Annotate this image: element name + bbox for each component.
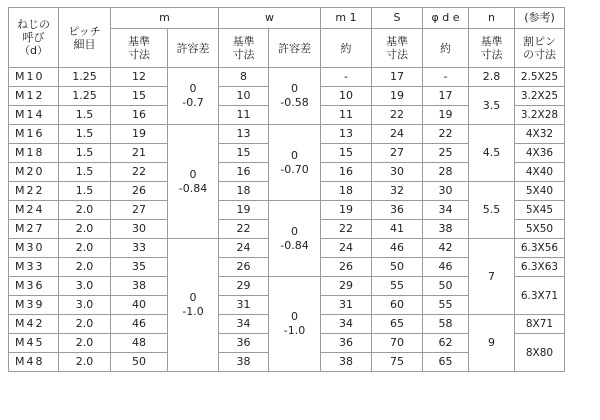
cell-w: 36 <box>219 334 269 353</box>
cell-phide: - <box>423 68 469 87</box>
cell-bolt: 2.5X25 <box>515 68 565 87</box>
cell-w: 34 <box>219 315 269 334</box>
cell-pitch: 2.0 <box>59 334 111 353</box>
cell-bolt: 4X40 <box>515 163 565 182</box>
cell-w-tol: 0 -0.58 <box>269 68 321 125</box>
cell-s: 36 <box>372 201 423 220</box>
cell-m1: 18 <box>321 182 372 201</box>
cell-phide: 46 <box>423 258 469 277</box>
table-row <box>9 125 565 144</box>
cell-size: M18 <box>9 144 59 163</box>
cell-m: 22 <box>111 163 168 182</box>
cell-phide: 22 <box>423 125 469 144</box>
cell-pitch: 1.5 <box>59 182 111 201</box>
cell-m1: 29 <box>321 277 372 296</box>
header-n-std: 基準 寸法 <box>469 29 515 68</box>
cell-size: M36 <box>9 277 59 296</box>
cell-size: M14 <box>9 106 59 125</box>
cell-phide: 30 <box>423 182 469 201</box>
header-reference: (参考) <box>515 8 565 29</box>
cell-s: 30 <box>372 163 423 182</box>
cell-m1: 10 <box>321 87 372 106</box>
cell-w: 38 <box>219 353 269 372</box>
cell-phide: 58 <box>423 315 469 334</box>
cell-s: 55 <box>372 277 423 296</box>
cell-w: 10 <box>219 87 269 106</box>
cell-bolt: 6.3X56 <box>515 239 565 258</box>
header-m1-approx: 約 <box>321 29 372 68</box>
header-w-tol: 許容差 <box>269 29 321 68</box>
cell-n: 4.5 <box>469 125 515 182</box>
cell-n: 3.5 <box>469 87 515 125</box>
cell-size: M22 <box>9 182 59 201</box>
table-header <box>9 8 565 68</box>
cell-s: 46 <box>372 239 423 258</box>
header-m-tol: 許容差 <box>168 29 219 68</box>
cell-w: 18 <box>219 182 269 201</box>
cell-bolt: 8X80 <box>515 334 565 372</box>
cell-bolt: 5X40 <box>515 182 565 201</box>
cell-m: 48 <box>111 334 168 353</box>
cell-n: 5.5 <box>469 182 515 239</box>
header-s: S <box>372 8 423 29</box>
cell-m1: - <box>321 68 372 87</box>
cell-phide: 55 <box>423 296 469 315</box>
cell-phide: 28 <box>423 163 469 182</box>
cell-bolt: 5X45 <box>515 201 565 220</box>
cell-phide: 25 <box>423 144 469 163</box>
cell-bolt: 4X32 <box>515 125 565 144</box>
cell-w: 31 <box>219 296 269 315</box>
cell-m-tol: 0 -1.0 <box>168 239 219 372</box>
cell-pitch: 2.0 <box>59 353 111 372</box>
cell-m: 38 <box>111 277 168 296</box>
cell-pitch: 2.0 <box>59 315 111 334</box>
cell-s: 60 <box>372 296 423 315</box>
cell-m: 27 <box>111 201 168 220</box>
cell-pitch: 1.25 <box>59 68 111 87</box>
cell-size: M48 <box>9 353 59 372</box>
cell-s: 65 <box>372 315 423 334</box>
header-phide-approx: 約 <box>423 29 469 68</box>
cell-m1: 36 <box>321 334 372 353</box>
cell-s: 17 <box>372 68 423 87</box>
cell-m: 50 <box>111 353 168 372</box>
cell-w-tol: 0 -0.70 <box>269 125 321 201</box>
cell-bolt: 5X50 <box>515 220 565 239</box>
cell-m: 33 <box>111 239 168 258</box>
cell-w: 11 <box>219 106 269 125</box>
cell-s: 19 <box>372 87 423 106</box>
cell-bolt: 4X36 <box>515 144 565 163</box>
header-s-std: 基準 寸法 <box>372 29 423 68</box>
spec-table-container <box>8 7 565 372</box>
cell-bolt: 3.2X28 <box>515 106 565 125</box>
header-n: n <box>469 8 515 29</box>
cell-m-tol: 0 -0.7 <box>168 68 219 125</box>
cell-m: 30 <box>111 220 168 239</box>
cell-m1: 31 <box>321 296 372 315</box>
cell-w: 8 <box>219 68 269 87</box>
cell-m1: 34 <box>321 315 372 334</box>
cell-phide: 38 <box>423 220 469 239</box>
cell-n: 7 <box>469 239 515 315</box>
header-m: m <box>111 8 219 29</box>
cell-phide: 65 <box>423 353 469 372</box>
cell-pitch: 2.0 <box>59 220 111 239</box>
cell-n: 2.8 <box>469 68 515 87</box>
cell-m-tol: 0 -0.84 <box>168 125 219 239</box>
cell-s: 41 <box>372 220 423 239</box>
cell-phide: 62 <box>423 334 469 353</box>
cell-bolt: 3.2X25 <box>515 87 565 106</box>
header-pitch: ピッチ 細目 <box>59 8 111 68</box>
cell-s: 32 <box>372 182 423 201</box>
header-bolt-dim: 割ピン の寸法 <box>515 29 565 68</box>
cell-m1: 16 <box>321 163 372 182</box>
cell-w: 15 <box>219 144 269 163</box>
cell-size: M10 <box>9 68 59 87</box>
cell-w: 19 <box>219 201 269 220</box>
cell-m1: 22 <box>321 220 372 239</box>
header-phide: φ d e <box>423 8 469 29</box>
nut-dimension-table <box>8 7 565 372</box>
cell-size: M33 <box>9 258 59 277</box>
cell-w: 22 <box>219 220 269 239</box>
header-size: ねじの 呼び （d） <box>9 8 59 68</box>
cell-m1: 15 <box>321 144 372 163</box>
cell-s: 24 <box>372 125 423 144</box>
cell-s: 22 <box>372 106 423 125</box>
cell-size: M42 <box>9 315 59 334</box>
table-body <box>9 68 565 372</box>
cell-m1: 11 <box>321 106 372 125</box>
cell-m: 19 <box>111 125 168 144</box>
header-w-std: 基準 寸法 <box>219 29 269 68</box>
cell-pitch: 2.0 <box>59 201 111 220</box>
cell-size: M45 <box>9 334 59 353</box>
cell-m1: 38 <box>321 353 372 372</box>
cell-m: 46 <box>111 315 168 334</box>
cell-pitch: 3.0 <box>59 296 111 315</box>
cell-n: 9 <box>469 315 515 372</box>
cell-pitch: 3.0 <box>59 277 111 296</box>
header-w: w <box>219 8 321 29</box>
cell-size: M27 <box>9 220 59 239</box>
cell-m: 26 <box>111 182 168 201</box>
cell-s: 50 <box>372 258 423 277</box>
cell-w-tol: 0 -1.0 <box>269 277 321 372</box>
cell-pitch: 2.0 <box>59 258 111 277</box>
cell-phide: 50 <box>423 277 469 296</box>
header-m1: m 1 <box>321 8 372 29</box>
cell-phide: 19 <box>423 106 469 125</box>
cell-w: 24 <box>219 239 269 258</box>
header-m-std: 基準 寸法 <box>111 29 168 68</box>
cell-m1: 13 <box>321 125 372 144</box>
cell-m1: 19 <box>321 201 372 220</box>
cell-m: 15 <box>111 87 168 106</box>
cell-w: 13 <box>219 125 269 144</box>
cell-size: M24 <box>9 201 59 220</box>
cell-phide: 42 <box>423 239 469 258</box>
cell-m: 12 <box>111 68 168 87</box>
cell-phide: 34 <box>423 201 469 220</box>
cell-size: M30 <box>9 239 59 258</box>
cell-pitch: 1.5 <box>59 106 111 125</box>
cell-size: M12 <box>9 87 59 106</box>
cell-size: M20 <box>9 163 59 182</box>
cell-m: 16 <box>111 106 168 125</box>
cell-phide: 17 <box>423 87 469 106</box>
cell-m1: 26 <box>321 258 372 277</box>
cell-s: 27 <box>372 144 423 163</box>
cell-bolt: 8X71 <box>515 315 565 334</box>
cell-pitch: 1.5 <box>59 125 111 144</box>
cell-w: 29 <box>219 277 269 296</box>
cell-pitch: 2.0 <box>59 239 111 258</box>
cell-m1: 24 <box>321 239 372 258</box>
cell-pitch: 1.5 <box>59 144 111 163</box>
cell-w: 16 <box>219 163 269 182</box>
cell-m: 40 <box>111 296 168 315</box>
cell-bolt: 6.3X71 <box>515 277 565 315</box>
cell-m: 35 <box>111 258 168 277</box>
cell-pitch: 1.5 <box>59 163 111 182</box>
table-row <box>9 68 565 87</box>
cell-pitch: 1.25 <box>59 87 111 106</box>
cell-size: M16 <box>9 125 59 144</box>
cell-w-tol: 0 -0.84 <box>269 201 321 277</box>
cell-w: 26 <box>219 258 269 277</box>
cell-bolt: 6.3X63 <box>515 258 565 277</box>
cell-m: 21 <box>111 144 168 163</box>
cell-size: M39 <box>9 296 59 315</box>
cell-s: 75 <box>372 353 423 372</box>
cell-s: 70 <box>372 334 423 353</box>
